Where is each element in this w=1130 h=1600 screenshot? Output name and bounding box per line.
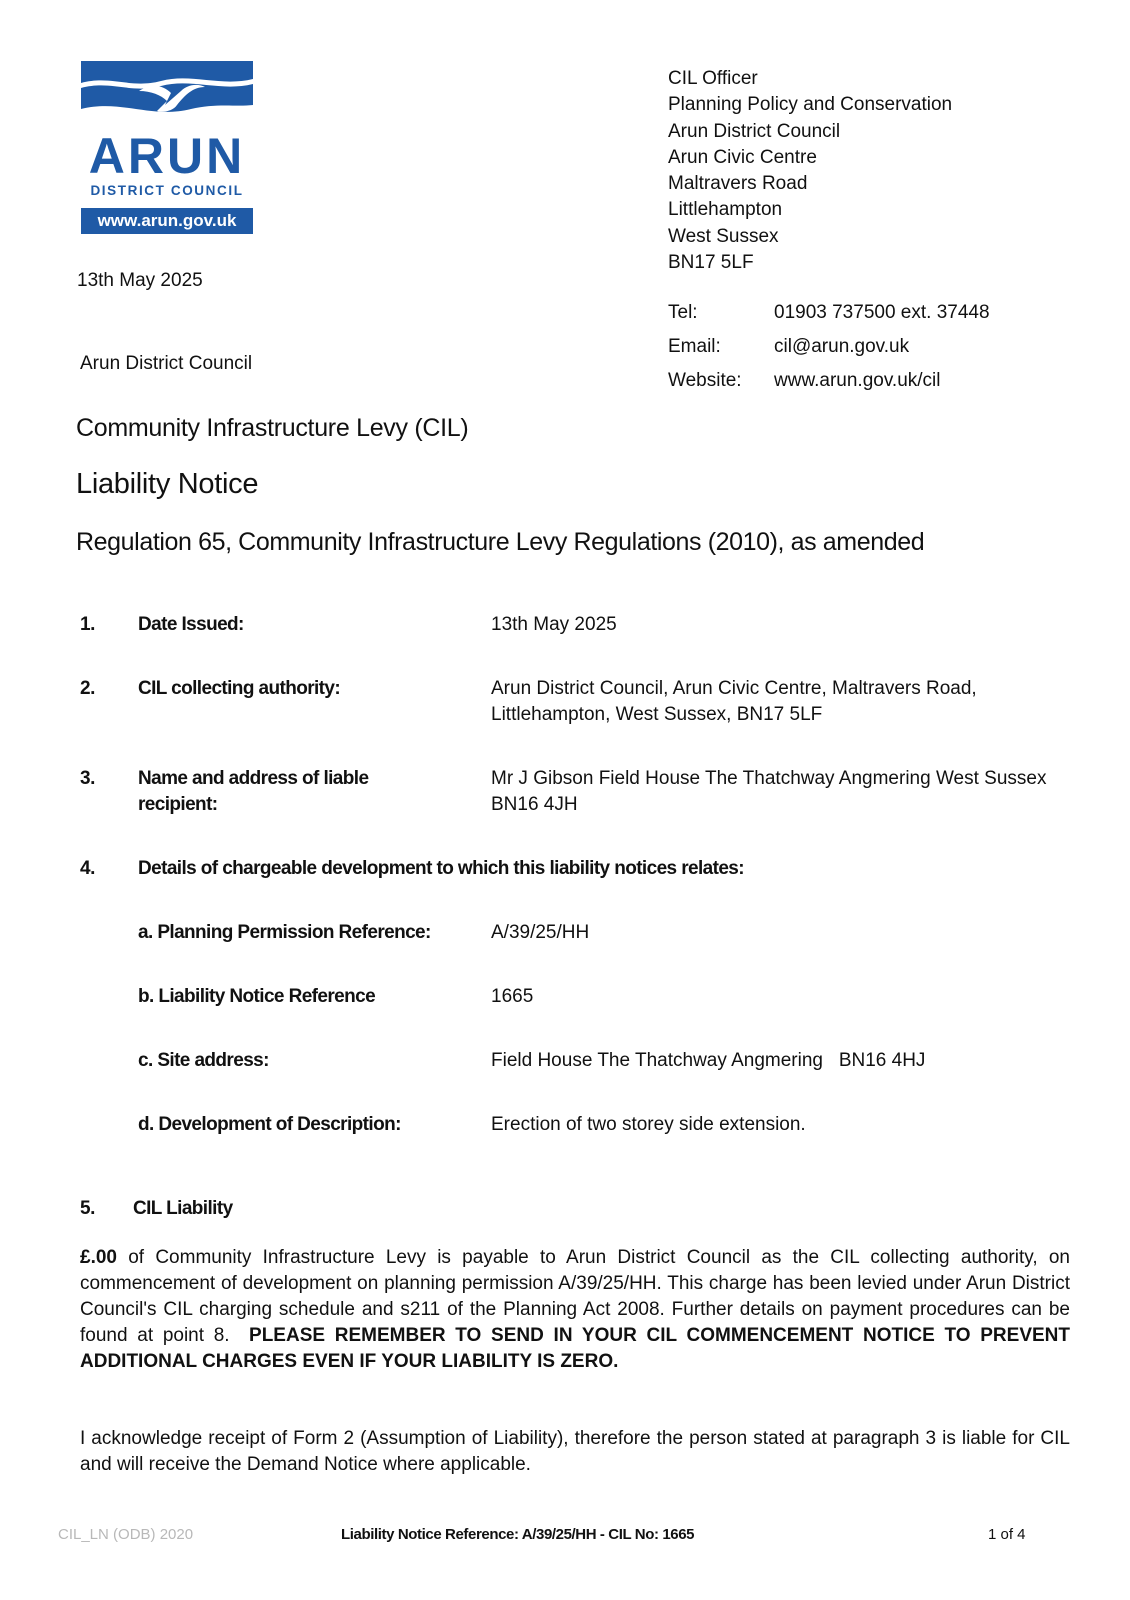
address-line: BN17 5LF xyxy=(668,252,754,274)
logo-wave-graphic xyxy=(81,61,253,125)
email-label: Email: xyxy=(668,336,721,357)
liability-text: of Community Infrastructure Levy is payable to Arun District Council as the CIL collecting authority, on commencement of development on planning permission A/39/25/HH. This charge has been levied under Arun District Council's CIL charging schedule and s211 of the Planning Act 2008. Further details on payment procedures can be found at point 8. xyxy=(80,1247,1076,1346)
address-line: Littlehampton xyxy=(668,199,783,221)
dev-label: d. Development of Description: xyxy=(138,1114,401,1135)
sender-address xyxy=(668,66,952,276)
commencement-warning: PLEASE REMEMBER TO SEND IN YOUR CIL COMMENCEMENT NOTICE TO PREVENT ADDITIONAL CHARGES EVEN IF YOUR LIABILITY IS ZERO. xyxy=(80,1325,1070,1372)
website-value[interactable]: www.arun.gov.uk/cil xyxy=(774,370,941,391)
item-label: CIL collecting authority: xyxy=(138,678,341,699)
address-line: Arun Civic Centre xyxy=(668,146,817,168)
regulation-subtitle: Regulation 65, Community Infrastructure Levy Regulations (2010), as amended xyxy=(76,528,925,556)
email-value[interactable]: cil@arun.gov.uk xyxy=(774,336,910,357)
website-label: Website: xyxy=(668,370,742,391)
item-value: Mr J Gibson Field House The Thatchway Angmering West Sussex BN16 4JH xyxy=(491,768,1047,815)
item-number: 3. xyxy=(80,768,96,789)
section-heading: CIL Liability xyxy=(133,1198,233,1219)
logo-wordmark: ARUN xyxy=(88,128,246,184)
acknowledgement-paragraph: I acknowledge receipt of Form 2 (Assumption of Liability), therefore the person stated at paragraph 3 is liable for CIL and will receive the Demand Notice where applicable. xyxy=(80,1428,1070,1475)
document-title: Liability Notice xyxy=(76,468,259,500)
section-number: 5. xyxy=(80,1198,96,1219)
tel-value: 01903 737500 ext. 37448 xyxy=(774,302,990,323)
item-label: Date Issued: xyxy=(138,614,244,635)
dev-value: Field House The Thatchway Angmering BN16 4HJ xyxy=(491,1050,926,1071)
address-line: West Sussex xyxy=(668,225,779,247)
item-number: 2. xyxy=(80,678,96,699)
dev-value: 1665 xyxy=(491,986,534,1007)
liability-amount: £.00 xyxy=(80,1247,117,1268)
dev-value: A/39/25/HH xyxy=(491,922,590,943)
dev-value: Erection of two storey side extension. xyxy=(491,1114,806,1135)
footer-page-number: 1 of 4 xyxy=(988,1526,1026,1543)
item-value: Arun District Council, Arun Civic Centre, Maltravers Road, Littlehampton, West Sussex, BN17 5LF xyxy=(491,678,977,725)
contact-details xyxy=(668,300,990,402)
contact-email-row xyxy=(668,334,990,368)
item-number: 4. xyxy=(80,858,96,879)
item-label: Name and address of liable recipient: xyxy=(138,768,369,815)
recipient-block: Arun District Council xyxy=(80,353,253,374)
item-number: 1. xyxy=(80,614,96,635)
dev-label: c. Site address: xyxy=(138,1050,269,1071)
letter-date: 13th May 2025 xyxy=(77,270,203,291)
dev-label: b. Liability Notice Reference xyxy=(138,986,376,1007)
address-line: CIL Officer xyxy=(668,68,758,89)
address-line: Maltravers Road xyxy=(668,173,808,195)
dev-label: a. Planning Permission Reference: xyxy=(138,922,431,943)
logo-url: www.arun.gov.uk xyxy=(81,208,253,234)
document-heading: Community Infrastructure Levy (CIL) xyxy=(76,414,469,442)
address-line: Arun District Council xyxy=(668,120,841,142)
tel-label: Tel: xyxy=(668,302,698,323)
address-line: Planning Policy and Conservation xyxy=(668,94,953,116)
contact-website-row xyxy=(668,368,990,402)
item-value: 13th May 2025 xyxy=(491,614,617,635)
footer-reference: Liability Notice Reference: A/39/25/HH - CIL No: 1665 xyxy=(341,1526,695,1543)
item-label: Details of chargeable development to which this liability notices relates: xyxy=(138,858,744,879)
contact-tel-row xyxy=(668,300,990,334)
footer-form-code: CIL_LN (ODB) 2020 xyxy=(58,1526,194,1543)
logo-subtitle: DISTRICT COUNCIL xyxy=(90,183,244,198)
arun-logo xyxy=(81,61,253,235)
liability-paragraph xyxy=(80,1245,1076,1375)
